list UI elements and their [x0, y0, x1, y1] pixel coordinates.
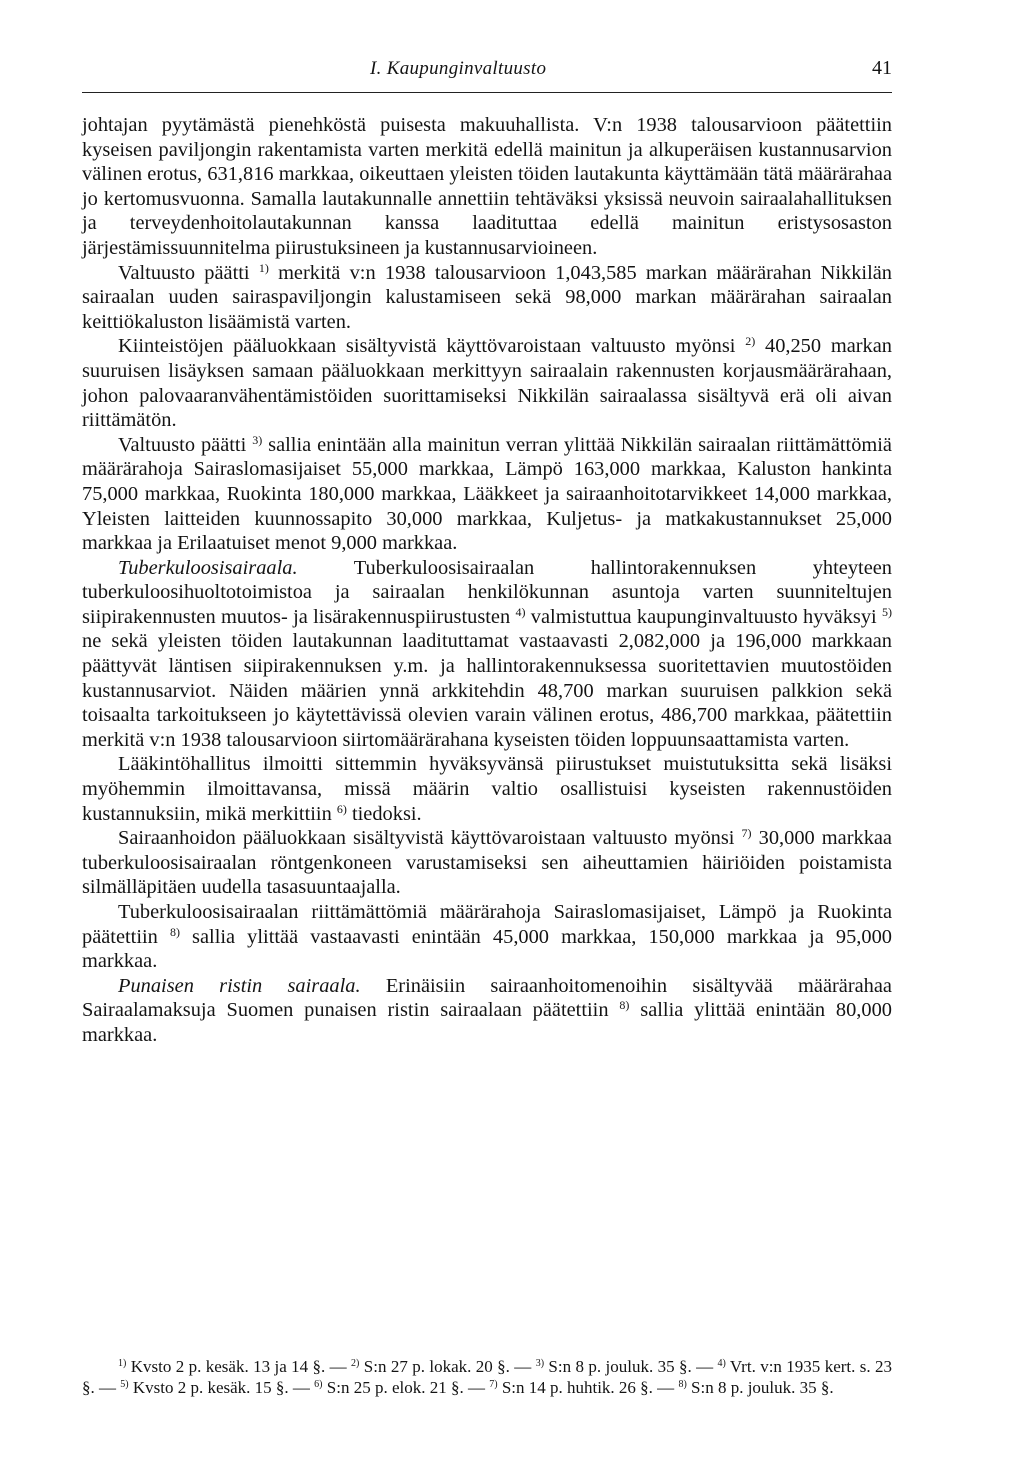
footnote-ref: 4): [515, 604, 526, 619]
footnote-text: S:n 8 p. jouluk. 35 §.: [686, 1378, 834, 1397]
footnote-mark: 5): [120, 1379, 129, 1390]
footnote-text: S:n 25 p. elok. 21 §. —: [322, 1378, 490, 1397]
paragraph-4: Valtuusto päätti $^{3)}$ sallia enintään alla mainitun verran ylittää Nikkilän sairaalan riittämättömiä määrärahoja Sairaslomasijaiset 55,000 markkaa, Lämpö 163,000 markkaa, Kaluston hankinta 75,000 markkaa, Ruokinta 180,000 markkaa, Lääkkeet ja sairaanhoitotarvikkeet 14,000 markkaa, Yleisten laitteiden kuunnossapito 30,000 markkaa, Kuljetus- ja matkakustannukset 25,000 markkaa ja Erilaatuiset menot 9,000 markkaa.: [82, 432, 892, 555]
footnote-ref: 8): [169, 924, 180, 939]
footnote-mark: 1): [118, 1358, 127, 1369]
paragraph-8: Tuberkuloosisairaalan riittämättömiä määrärahoja Sairaslomasijaiset, Lämpö ja Ruokinta päätettiin $^{8)}$ sallia ylittää vastaavasti enintään 45,000 markkaa, 150,000 markkaa ja 95,000 markkaa.: [82, 901, 892, 973]
paragraph-2: Valtuusto päätti $^{1)}$ merkitä v:n 1938 talousarvioon 1,043,585 markan määrärahan Nikkilän sairaalan uuden sairaspaviljongin kalustamiseen sekä 98,000 markan määrärahan sairaalan keittiökaluston lisäämistä varten.: [82, 260, 892, 333]
footnote-mark: 4): [717, 1358, 726, 1369]
footnote-mark: 7): [489, 1379, 498, 1390]
footnote-text: S:n 27 p. lokak. 20 §. —: [359, 1357, 536, 1376]
footnote-ref: 8): [619, 998, 630, 1013]
paragraph-1: johtajan pyytämästä pienehköstä puisesta makuuhallista. V:n 1938 talousarvioon päätettiin kyseisen paviljongin rakentamista varten merkitä edellä mainitun ja alkuperäisen kustannusarvion välinen erotus, 631,816 markkaa, oikeuttaen yleisten töiden lautakunta käyttämään tätä määrärahaa jo kertomusvuonna. Samalla lautakunnalle annettiin tehtäväksi yksissä neuvoin sairaalahallituksen ja terveydenhoitolautakunnan kanssa laadituttaa edellä mainitun eristysosaston järjestämissuunnitelma piirustuksineen ja kustannusarvioineen.: [82, 114, 892, 259]
footnote-ref: 7): [741, 826, 752, 841]
chapter-title: I. Kaupunginvaltuusto: [370, 58, 547, 79]
running-header: [82, 52, 892, 93]
footnote-mark: 8): [678, 1379, 687, 1390]
paragraph-6: Lääkintöhallitus ilmoitti sittemmin hyväksyvänsä piirustukset muistutuksitta sekä lisäksi myöhemmin ilmoittavansa, missä määrin valtio osallistuisi kyseisten rakennustöiden kustannuksiin, mikä merkittiin $^{6)}$ tiedoksi.: [82, 753, 892, 825]
page-number: 41: [872, 57, 892, 79]
footnote-ref: 3): [252, 432, 263, 447]
footnote-text: S:n 8 p. jouluk. 35 §. —: [544, 1357, 718, 1376]
section-heading-tuberculosis: Tuberkuloosisairaala.: [118, 556, 298, 579]
footnote-mark: 6): [314, 1379, 323, 1390]
footnotes: [82, 1356, 892, 1398]
paragraph-3: Kiinteistöjen pääluokkaan sisältyvistä käyttövaroistaan valtuusto myönsi $^{2)}$ 40,250 markan suuruisen lisäyksen samaan pääluokkaan merkittyyn sairaalain rakennusten korjausmäärärahaan, johon palovaaranvähentämistöiden suorittamiseksi Nikkilän sairaalassa sisältyvä erä oli aivan riittämätön.: [82, 334, 892, 432]
section-heading-red-cross: Punaisen ristin sairaala.: [118, 974, 361, 997]
main-text: [82, 113, 892, 1048]
footnote-ref: 2): [745, 334, 756, 349]
footnote-ref: 5): [882, 604, 892, 619]
footnote-text: S:n 14 p. huhtik. 26 §. —: [497, 1378, 679, 1397]
footnote-mark: 3): [535, 1358, 545, 1369]
footnote-mark: 2): [351, 1358, 360, 1369]
paragraph-9: Punaisen ristin sairaala. Erinäisiin sairaanhoitomenoihin sisältyvää määrärahaa Sairaalamaksuja Suomen punaisen ristin sairaalaan päätettiin $^{8)}$ sallia ylittää enintään 80,000 markkaa.: [82, 974, 892, 1046]
footnote-text: Vrt. v:n 1935 kert. s. 23 §. —: [82, 1357, 893, 1397]
paragraph-5: Tuberkuloosisairaala. Tuberkuloosisairaalan hallintorakennuksen yhteyteen tuberkuloosihuoltotoimistoa ja sairaalan henkilökunnan asuntoja varten suunniteltujen siipirakennusten muutos- ja lisärakennuspiirustusten $^{4)}$ valmistuttua kaupunginvaltuusto hyväksyi $^{5)}$ ne sekä yleisten töiden lautakunnan laadituttamat vastaavasti 2,082,000 ja 196,000 markkaan päättyvät läntisen siipirakennuksen y.m. ja hallintorakennuksessa suoritettavien muutostöiden kustannusarviot. Näiden määrien ynnä arkkitehdin 48,700 markan suuruisen palkkion sekä toisaalta tarkoitukseen jo käytettävissä olevien varain välinen erotus, 486,700 markkaa, päätettiin merkitä v:n 1938 talousarvioon siirtomäärärahana kyseisten töiden loppuunsaattamista varten.: [82, 556, 892, 751]
footnote-text: Kvsto 2 p. kesäk. 13 ja 14 §. —: [126, 1357, 352, 1376]
footnote-ref: 1): [258, 260, 269, 275]
footnote-text: Kvsto 2 p. kesäk. 15 §. —: [128, 1378, 315, 1397]
footnote-ref: 6): [336, 801, 347, 816]
paragraph-7: Sairaanhoidon pääluokkaan sisältyvistä käyttövaroistaan valtuusto myönsi $^{7)}$ 30,000 markkaa tuberkuloosisairaalan röntgenkoneen varustamiseksi sen aiheuttamien häiriöiden poistamista silmälläpitäen uudella tasasuuntaajalla.: [82, 826, 892, 899]
